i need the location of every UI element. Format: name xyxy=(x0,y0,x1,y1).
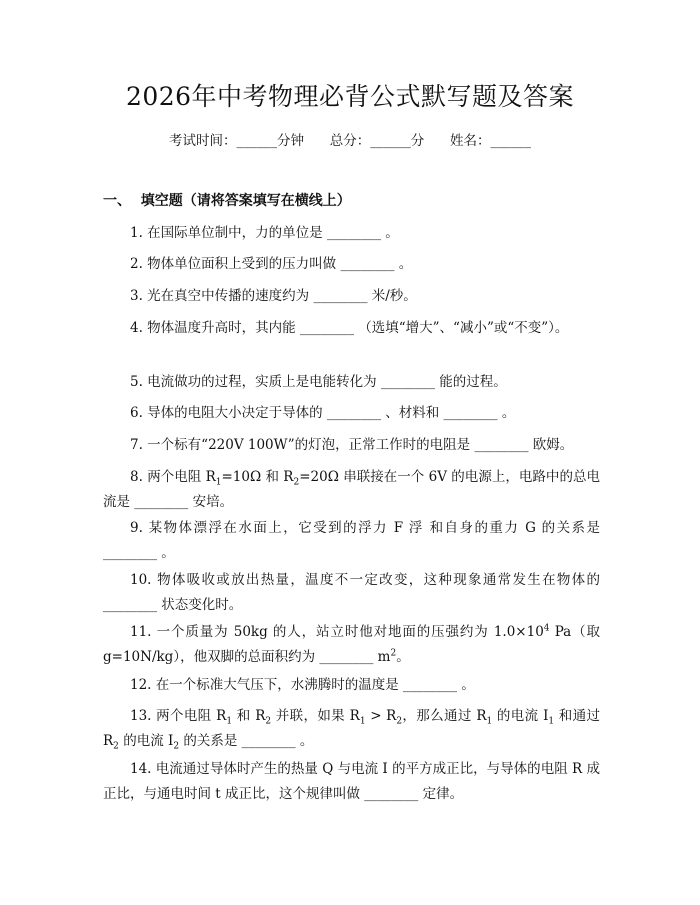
page-title: 2026年中考物理必背公式默写题及答案 xyxy=(125,82,575,111)
question-9: 9. 某物体漂浮在水面上，它受到的浮力 F 浮 和自身的重力 G 的关系是 ________ 。 xyxy=(103,520,600,561)
question-8: 8. 两个电阻 $R_1=10\Omega$ 和 $R_2=20\Omega$ 串联接在一个 6V 的电源上，电路中的总电流是 ________ 安培。 xyxy=(103,469,600,510)
question-1: 1. 在国际单位制中，力的单位是 ________ 。 xyxy=(130,225,399,241)
question-13: 13. 两个电阻 $R_1$ 和 $R_2$ 并联，如果 $R_1 > R_2$，那么通过 $R_1$ 的电流 $I_1$ 和通过 $R_2$ 的电流 $I_2$ 的关系是 ________ 。 xyxy=(103,708,601,752)
section-heading: 一、 填空题（请将答案填写在横线上） xyxy=(103,193,351,209)
question-12: 12. 在一个标准大气压下，水沸腾时的温度是 ________ 。 xyxy=(130,677,475,693)
question-5: 5. 电流做功的过程，实质上是电能转化为 ________ 能的过程。 xyxy=(130,374,507,390)
question-4: 4. 物体温度升高时，其内能 ________ （选填“增大”、“减小”或“不变”）。 xyxy=(130,320,569,336)
question-14: 14. 电流通过导体时产生的热量 Q 与电流 I 的平方成正比，与导体的电阻 R 成正比，与通电时间 t 成正比，这个规律叫做 ________ 定律。 xyxy=(103,761,600,802)
question-11: 11. 一个质量为 50kg 的人，站立时他对地面的压强约为 $1.0\times 10^4$ Pa（取 g=10N/kg），他双脚的总面积约为 ________ $m^2$。 xyxy=(103,623,600,665)
question-2: 2. 物体单位面积上受到的压力叫做 ________ 。 xyxy=(130,256,413,272)
exam-info-line: 考试时间：______分钟 总分：______分 姓名：______ xyxy=(169,133,531,149)
question-6: 6. 导体的电阻大小决定于导体的 ________ 、材料和 ________ 。 xyxy=(130,405,516,421)
question-7: 7. 一个标有“220V 100W”的灯泡，正常工作时的电阻是 ________ 欧姆。 xyxy=(130,437,574,453)
question-10: 10. 物体吸收或放出热量，温度不一定改变，这种现象通常发生在物体的 ________ 状态变化时。 xyxy=(103,572,600,613)
question-3: 3. 光在真空中传播的速度约为 ________ 米/秒。 xyxy=(130,288,417,304)
